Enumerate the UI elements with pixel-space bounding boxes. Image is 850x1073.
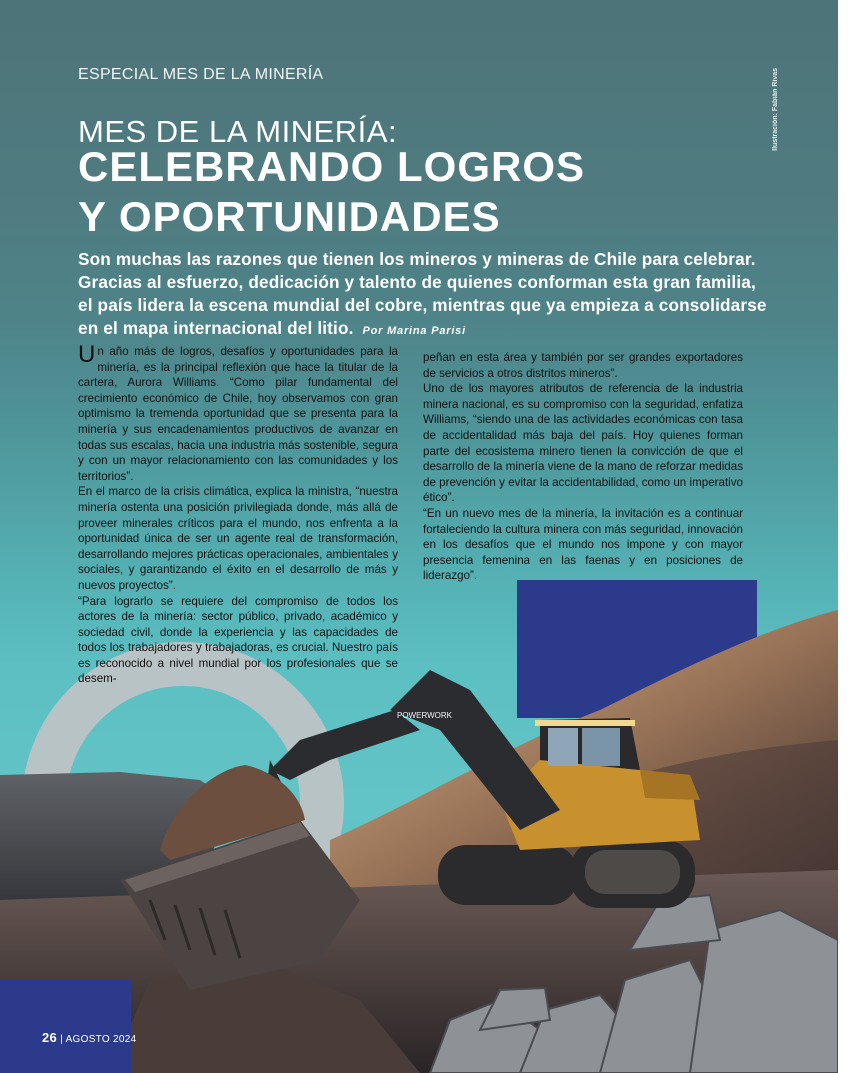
drop-cap: U <box>78 341 96 368</box>
page-number: 26 <box>42 1030 58 1045</box>
body-paragraph: n año más de logros, desafíos y oportunidades para la minería, es la principal reflexión que hace la titular de la cartera, Aurora Williams. “Como pilar fundamental del crecimiento económico de Chile, hoy observamos con gran optimismo la tremenda oportunidad que se presenta para la minería y sus encadenamientos productivos de avanzar en todas sus escalas, hacia una industria más sostenible, segura y con un mayor relacionamiento con las comunidades y los territorios”. <box>78 345 398 483</box>
section-kicker: ESPECIAL MES DE LA MINERÍA <box>78 66 324 83</box>
body-paragraph: En el marco de la crisis climática, explica la ministra, “nuestra minería ostenta una posición privilegiada donde, más allá de proveer minerales críticos para el mundo, nos enfrenta a la oportunidad única de ser un agente real de transformación, desarrollando mejores prácticas operacionales, ambientales y sociales, y garantizando el éxito en el desarrollo de más y nuevos proyectos”. <box>78 485 398 592</box>
body-paragraph: “En un nuevo mes de la minería, la invitación es a continuar fortaleciendo la cultura minera con más seguridad, innovación en los desafíos que el mundo nos impone y con mayor presencia femenina en las faenas y en posiciones de liderazgo”. <box>423 506 743 583</box>
body-paragraph: Uno de los mayores atributos de referencia de la industria minera nacional, es su compromiso con la seguridad, enfatiza Williams, “siendo una de las actividades económicas con tasa de accidentalidad más baja del país. Hoy quienes forman parte del ecosistema minero tienen la convicción de que el desarrollo de la minería viene de la mano de reforzar medidas de prevención y evitar la accidentabilidad, como un imperativo ético”. <box>423 382 743 505</box>
title-main <box>78 142 585 242</box>
byline: Por Marina Parisi <box>362 325 466 337</box>
machine-brand-label: POWERWORK <box>397 711 452 720</box>
body-column-2 <box>423 350 743 584</box>
page-margin <box>838 0 850 1073</box>
body-paragraph: “Para lograrlo se requiere del compromiso de todos los actores de la minería: sector público, privado, académico y sociedad civil, donde la experiencia y las capacidades de todos los trabajadores y trabajadoras, es crucial. Nuestro país es reconocido a nivel mundial por los profesionales que se desem- <box>78 594 398 686</box>
lead-text: Son muchas las razones que tienen los mineros y mineras de Chile para celebrar. Gracias al esfuerzo, dedicación y talento de quienes conforman esta gran familia, el país lidera la escena mundial del cobre, mientras que ya empieza a consolidarse en el mapa internacional del litio. <box>78 249 767 338</box>
title-line-2: CELEBRANDO LOGROS <box>78 143 586 190</box>
lead-paragraph <box>78 248 768 343</box>
illustration-credit: Ilustración: Fabián Rivas <box>772 68 779 151</box>
issue-date: | AGOSTO 2024 <box>60 1034 137 1045</box>
page-footer <box>42 1030 137 1045</box>
title-line-1: MES DE LA MINERÍA: <box>78 114 398 149</box>
decorative-blue-footer-block <box>0 980 131 1073</box>
title-line-3: Y OPORTUNIDADES <box>78 193 501 240</box>
body-column-1 <box>78 341 398 687</box>
body-paragraph: peñan en esta área y también por ser grandes exportadores de servicios a otros distritos mineros”. <box>423 351 743 380</box>
